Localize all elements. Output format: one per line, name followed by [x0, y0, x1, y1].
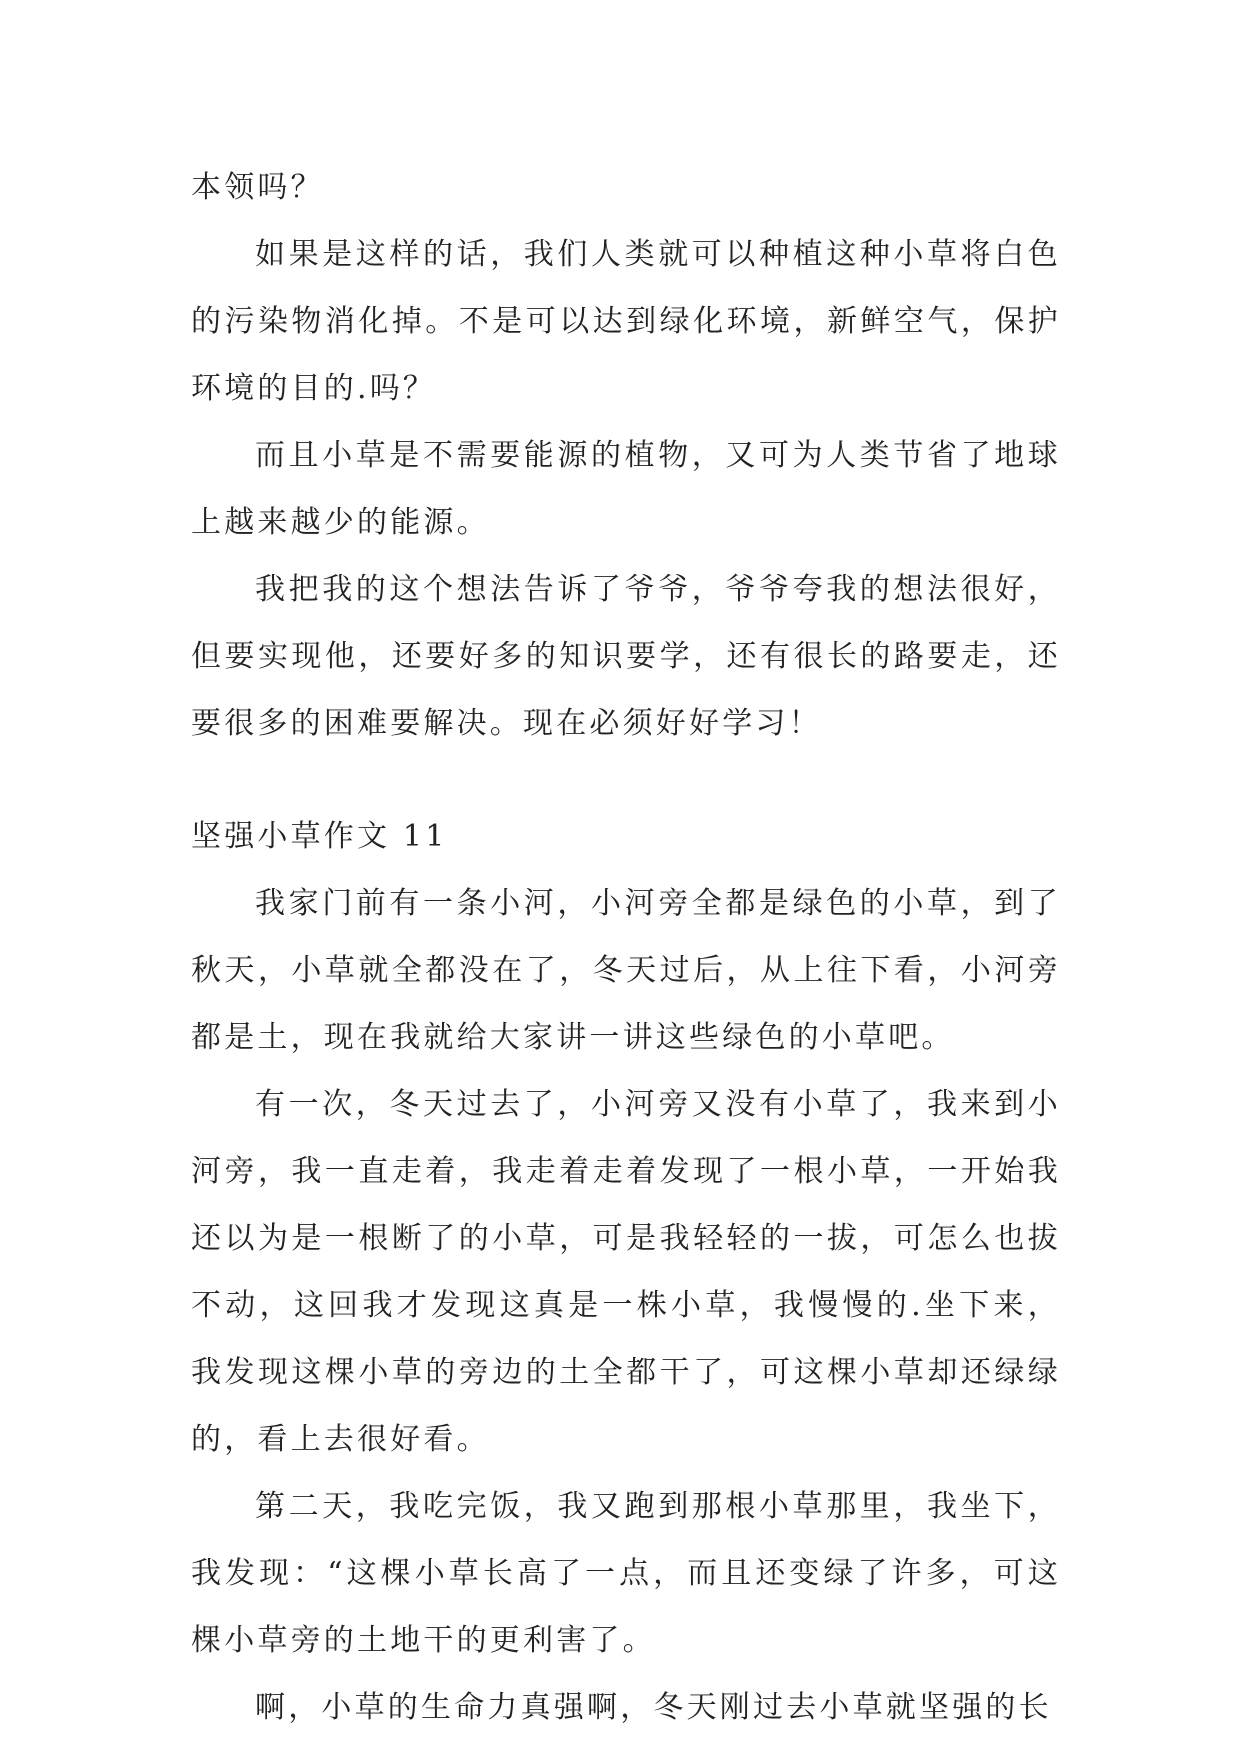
paragraph: 如果是这样的话，我们人类就可以种植这种小草将白色的污染物消化掉。不是可以达到绿化环境，新鲜空气，保护环境的目的.吗？ [191, 237, 1061, 406]
paragraph: 我家门前有一条小河，小河旁全都是绿色的小草，到了秋天，小草就全都没在了，冬天过后，从上往下看，小河旁都是土，现在我就给大家讲一讲这些绿色的小草吧。 [191, 886, 1061, 1055]
paragraph: 而且小草是不需要能源的植物，又可为人类节省了地球上越来越少的能源。 [191, 438, 1061, 540]
paragraph-continuation: 本领吗？ [191, 170, 324, 205]
section-title: 坚强小草作文 11 [191, 819, 448, 854]
paragraph: 我把我的这个想法告诉了爷爷，爷爷夸我的想法很好，但要实现他，还要好多的知识要学，还有很长的路要走，还要很多的困难要解决。现在必须好好学习！ [191, 572, 1061, 741]
paragraph: 第二天，我吃完饭，我又跑到那根小草那里，我坐下，我发现：“这棵小草长高了一点，而且还变绿了许多，可这棵小草旁的土地干的更利害了。 [191, 1489, 1061, 1658]
document-body [191, 154, 1061, 1741]
paragraph: 有一次，冬天过去了，小河旁又没有小草了，我来到小河旁，我一直走着，我走着走着发现了一根小草，一开始我还以为是一根断了的小草，可是我轻轻的一拔，可怎么也拔不动，这回我才发现这真是一株小草，我慢慢的.坐下来，我发现这棵小草的旁边的土全都干了，可这棵小草却还绿绿的，看上去很好看。 [191, 1087, 1061, 1457]
paragraph: 啊，小草的生命力真强啊，冬天刚过去小草就坚强的长 [255, 1690, 1052, 1725]
